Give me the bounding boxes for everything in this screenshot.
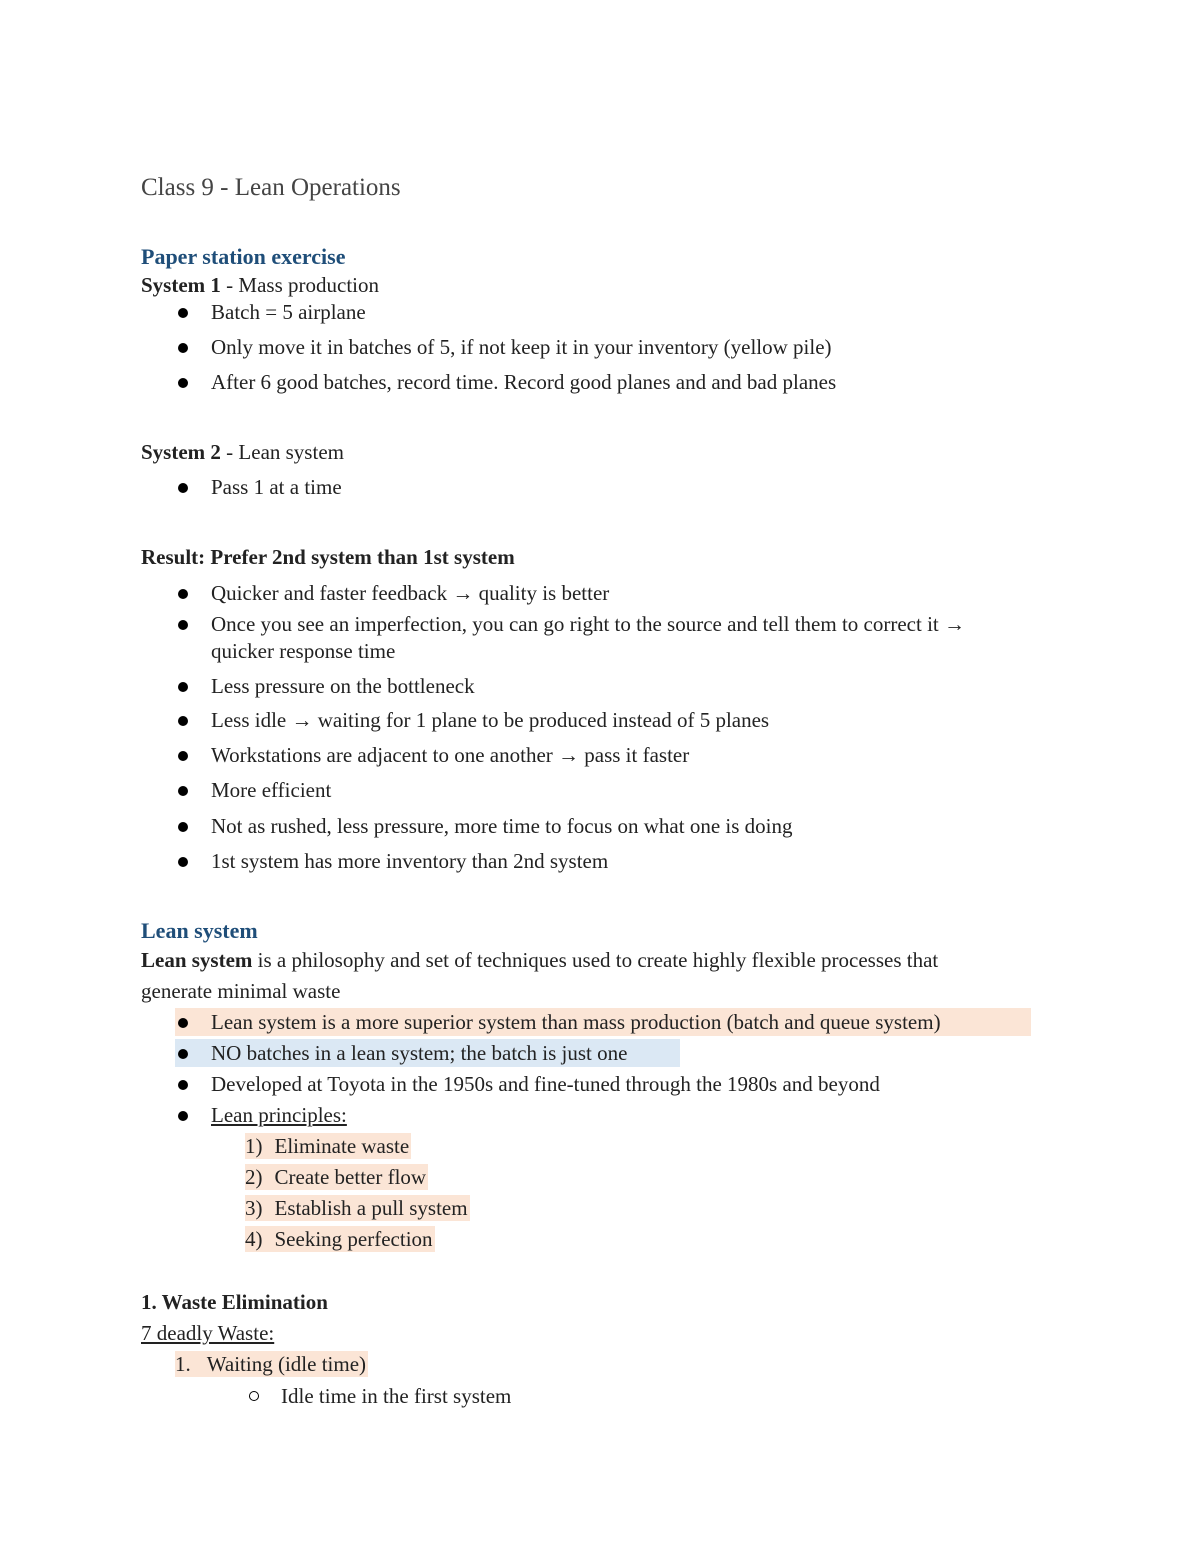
bullet-icon: [178, 682, 188, 692]
list-item: Batch = 5 airplane: [211, 300, 366, 324]
principle-item: [245, 1133, 411, 1159]
list-item: Quicker and faster feedback → quality is better: [211, 581, 610, 605]
list-item: Lean system is a more superior system than mass production (batch and queue system): [211, 1010, 941, 1034]
principle-text: Seeking perfection: [274, 1227, 433, 1251]
waste-number: 1.: [175, 1352, 191, 1376]
bullet-icon: [178, 1018, 188, 1028]
list-item: Pass 1 at a time: [211, 475, 342, 499]
system2-label: System 2: [141, 440, 221, 464]
principle-text: Establish a pull system: [274, 1196, 468, 1220]
section-heading-paper-station: Paper station exercise: [141, 244, 346, 269]
list-item: Once you see an imperfection, you can go right to the source and tell them to correct it →: [211, 612, 966, 636]
list-item: Less idle → waiting for 1 plane to be produced instead of 5 planes: [211, 708, 770, 732]
lean-principles-label: Lean principles:: [211, 1103, 347, 1127]
system1-label: System 1: [141, 273, 221, 297]
lean-definition-line2: generate minimal waste: [141, 979, 341, 1003]
hollow-bullet-icon: [249, 1391, 259, 1401]
bullet-icon: [178, 589, 188, 599]
waste-heading: 1. Waste Elimination: [141, 1290, 328, 1314]
list-item: Workstations are adjacent to one another → pass it faster: [211, 743, 690, 767]
bullet-icon: [178, 1111, 188, 1121]
system1-line: [141, 272, 379, 298]
principle-number: 1): [245, 1134, 263, 1158]
page-title: Class 9 - Lean Operations: [141, 174, 401, 201]
lean-definition-term: Lean system: [141, 948, 253, 972]
waste-subitem: Idle time in the first system: [281, 1384, 512, 1408]
system1-desc: - Mass production: [220, 273, 379, 297]
list-item: Only move it in batches of 5, if not keep it in your inventory (yellow pile): [211, 335, 832, 359]
list-item: More efficient: [211, 778, 332, 802]
section-heading-lean-system: Lean system: [141, 918, 258, 943]
bullet-icon: [178, 308, 188, 318]
bullet-icon: [178, 751, 188, 761]
system2-line: [141, 439, 344, 465]
result-label: Result: Prefer 2nd system than 1st system: [141, 545, 515, 569]
list-item: 1st system has more inventory than 2nd system: [211, 849, 609, 873]
list-item: Developed at Toyota in the 1950s and fine-tuned through the 1980s and beyond: [211, 1072, 880, 1096]
list-item: After 6 good batches, record time. Record good planes and and bad planes: [211, 370, 837, 394]
bullet-icon: [178, 716, 188, 726]
bullet-icon: [178, 822, 188, 832]
bullet-icon: [178, 857, 188, 867]
waste-item: [175, 1351, 368, 1377]
lean-definition-text: is a philosophy and set of techniques used to create highly flexible processes that: [252, 948, 939, 972]
principle-number: 2): [245, 1165, 263, 1189]
principle-item: [245, 1226, 435, 1252]
waste-subheading: 7 deadly Waste:: [141, 1321, 275, 1345]
principle-number: 3): [245, 1196, 263, 1220]
lean-definition: [141, 947, 938, 973]
list-item: NO batches in a lean system; the batch is just one: [211, 1041, 628, 1065]
bullet-icon: [178, 786, 188, 796]
system2-desc: - Lean system: [220, 440, 344, 464]
list-item-continuation: quicker response time: [211, 639, 396, 663]
waste-text: Waiting (idle time): [206, 1352, 367, 1376]
bullet-icon: [178, 343, 188, 353]
principle-item: [245, 1195, 470, 1221]
bullet-icon: [178, 1080, 188, 1090]
principle-number: 4): [245, 1227, 263, 1251]
bullet-icon: [178, 1049, 188, 1059]
bullet-icon: [178, 620, 188, 630]
list-item: Not as rushed, less pressure, more time to focus on what one is doing: [211, 814, 793, 838]
bullet-icon: [178, 378, 188, 388]
principle-item: [245, 1164, 428, 1190]
principle-text: Create better flow: [274, 1165, 427, 1189]
list-item: Less pressure on the bottleneck: [211, 674, 475, 698]
bullet-icon: [178, 483, 188, 493]
principle-text: Eliminate waste: [274, 1134, 410, 1158]
